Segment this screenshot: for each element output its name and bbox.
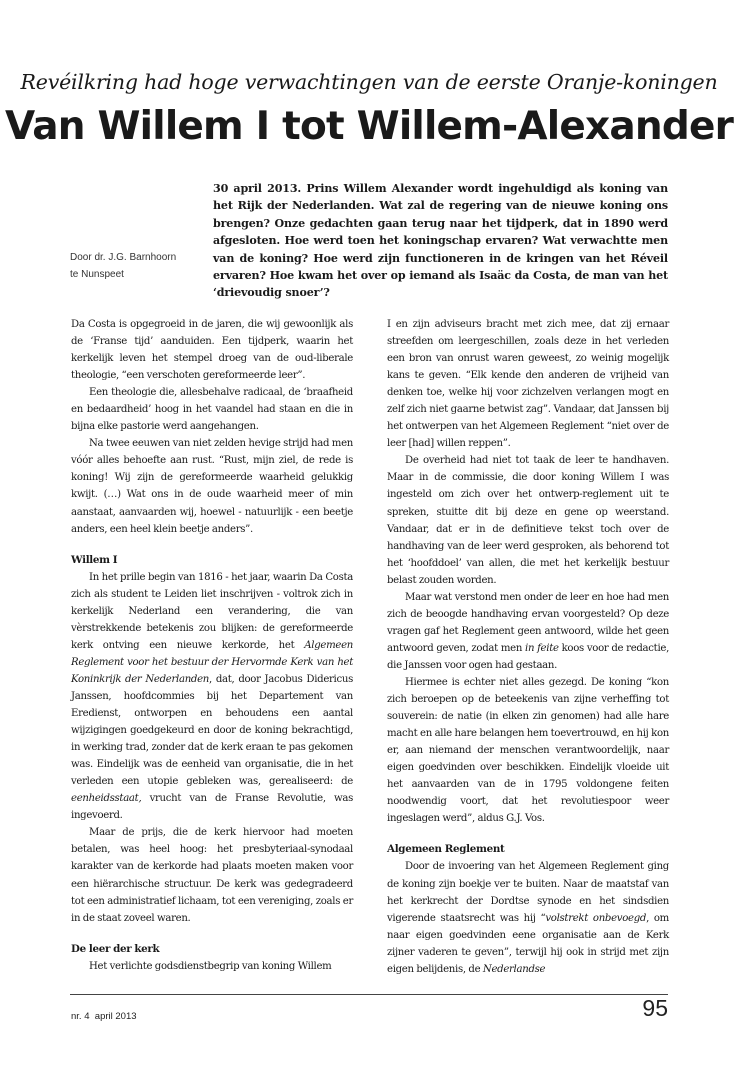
article-title: Van Willem I tot Willem-Alexander [4,104,734,149]
paragraph: Het verlichte godsdienstbegrip van koning Willem [89,960,332,972]
italic-span: volstrekt onbevoegd [545,912,647,924]
lead-text: 30 april 2013. Prins Willem Alexander wordt ingehuldigd als koning van het Rijk der Nederlanden. Wat zal de regering van de nieuwe koning ons brengen? Onze gedachten gaan terug naar het tijdperk, dat in 1890 werd afgesloten. Hoe werd toen het koningschap ervaren? Wat verwachtte men van de koning? Hoe werd zijn functioneren in de kringen van het Réveil ervaren? Hoe kwam het over op iemand als Isaäc da Costa, de man van het ‘drievoudig snoer’? [213,182,668,300]
lead-paragraph [213,180,668,302]
article-subtitle: Revéilkring had hoge verwachtingen van de eerste Oranje-koningen [20,70,718,94]
section-heading-leer-der-kerk: De leer der kerk [71,942,160,955]
footer-rule [70,994,668,995]
right-column [387,316,669,978]
italic-span: eenheidsstaat, [71,793,142,805]
text-span: vrucht van de Franse Revolutie, was ingevoerd. [71,793,353,822]
paragraph [387,589,669,674]
left-column [71,316,353,975]
footer-issue-info [71,1011,137,1022]
text-span: Maar wat verstond men onder de leer en hoe had men zich de beoogde handhaving ervan voorgesteld? Op deze vragen gaf het Reglement geen antwoord, wilde het geen antwoord geven, zodat men [387,591,669,654]
paragraph: De overheid had niet tot taak de leer te handhaven. Maar in de commissie, die door koning Willem I was ingesteld om zich over het ontwerp-reglement uit te spreken, stuitte dit bij deze en gene op weerstand. Vandaar, dat er in de definitieve tekst toch over de handhaving van de leer werd gesproken, als behorend tot het ‘hoofddoel’ van allen, die met het kerkelijk bestuur belast zouden worden. [387,455,669,586]
paragraph: Maar de prijs, die de kerk hiervoor had moeten betalen, was heel hoog: het presbyteriaal-synodaal karakter van de kerkorde had plaats moeten maken voor een hiërarchische structuur. De kerk was gedegradeerd tot een administratief lichaam, tot een vereniging, zoals er in de staat zoveel waren. [71,827,353,924]
text-span: In het prille begin van 1816 - het jaar, waarin Da Costa zich als student te Leiden liet inschrijven - voltrok zich in kerkelijk Nederland een verandering, die van vèrstrekkende betekenis zou blijken: de gereformeerde kerk ontving een nieuwe kerkorde, het [71,571,353,651]
section-heading-algemeen-reglement: Algemeen Reglement [387,843,505,856]
issue-number: nr. 4 [71,1011,90,1022]
byline [70,250,210,283]
paragraph: Da Costa is opgegroeid in de jaren, die wij gewoonlijk als de ‘Franse tijd’ aanduiden. Een tijdperk, waarin het kerkelijk leven het stempel droeg van de oud-liberale theologie, “een verschoten gereformeerde leer”. [71,319,353,382]
text-span: , om naar eigen goedvinden eene organisatie aan de Kerk zijner vaderen te geven”, terwijl hij ook in strijd met zijn eigen belijdenis, de [387,912,669,975]
paragraph: Een theologie die, allesbehalve radicaal, de ‘braafheid en bedaardheid’ hoog in het vaandel had staan en die in bijna elke pastorie werd aangehangen. [71,387,353,433]
section-heading-willem-i: Willem I [71,553,118,566]
paragraph [387,858,669,977]
byline-location: te Nunspeet [70,268,124,280]
text-span: koos voor de redactie, die Janssen voor ogen had gestaan. [387,642,669,671]
paragraph: Hiermee is echter niet alles gezegd. De koning “kon zich beroepen op de beteekenis van zijne verheffing tot souverein: de natie (in elken zin genomen) had alle hare macht en alle hare belangen hem toevertrouwd, en hij kon er, aan niemand der menschen verantwoordelijk, naar eigen goedvinden over beschikken. Eindelijk vloeide uit het aanvaarden van de in 1795 voldongene feiten noodwendig voort, dat het revolutiespoor weer ingeslagen werd”, aldus G.J. Vos. [387,676,669,825]
page-number: 95 [642,995,668,1021]
paragraph: I en zijn adviseurs bracht met zich mee, dat zij ernaar streefden om leergeschillen, zoals deze in het verleden een bron van onrust waren geweest, zo weinig mogelijk kans te geven. “Elk kende den anderen de vrijheid van denken toe, welke hij voor zichzelven verlangen mogt en zelf zich niet gaarne betwist zag”. Vandaar, dat Janssen bij het ontwerpen van het Algemeen Reglement “niet over de leer [had] willen reppen”. [387,319,669,450]
byline-author: Door dr. J.G. Barnhoorn [70,252,177,263]
paragraph: Na twee eeuwen van niet zelden hevige strijd had men vóór alles behoefte aan rust. “Rust, mijn ziel, de rede is koning! Wij zijn de gereformeerde waarheid gelukkig kwijt. (…) Wat ons in de oude waarheid meer of min aanstaat, aanvaarden wij, hoewel - natuurlijk - een beetje anders, een heel klein beetje anders”. [71,438,353,535]
paragraph [71,569,353,825]
issue-date: april 2013 [94,1011,137,1022]
italic-span: Algemeen Reglement voor het bestuur der Hervormde Kerk van het Koninkrijk der Nederlanden [71,639,353,685]
text-span: , dat, door Jacobus Didericus Janssen, hoofdcommies bij het Departement van Eredienst, ontworpen en behoudens een aantal wijzigingen goedgekeurd en door de koning bekrachtigd, in werking trad, zonder dat de kerk eraan te pas gekomen was. Eindelijk was de eenheid van organisatie, die in het verleden een utopie gebleken was, gerealiseerd: de [71,673,353,788]
italic-span: Nederlandse [482,963,546,975]
text-span: Door de invoering van het Algemeen Reglement ging de koning zijn boekje ver te buiten. Naar de maatstaf van het kerkrecht der Dordtse synode en het sindsdien vigerende staatsrecht was hij “ [387,861,669,924]
italic-span: in feite [525,642,559,654]
